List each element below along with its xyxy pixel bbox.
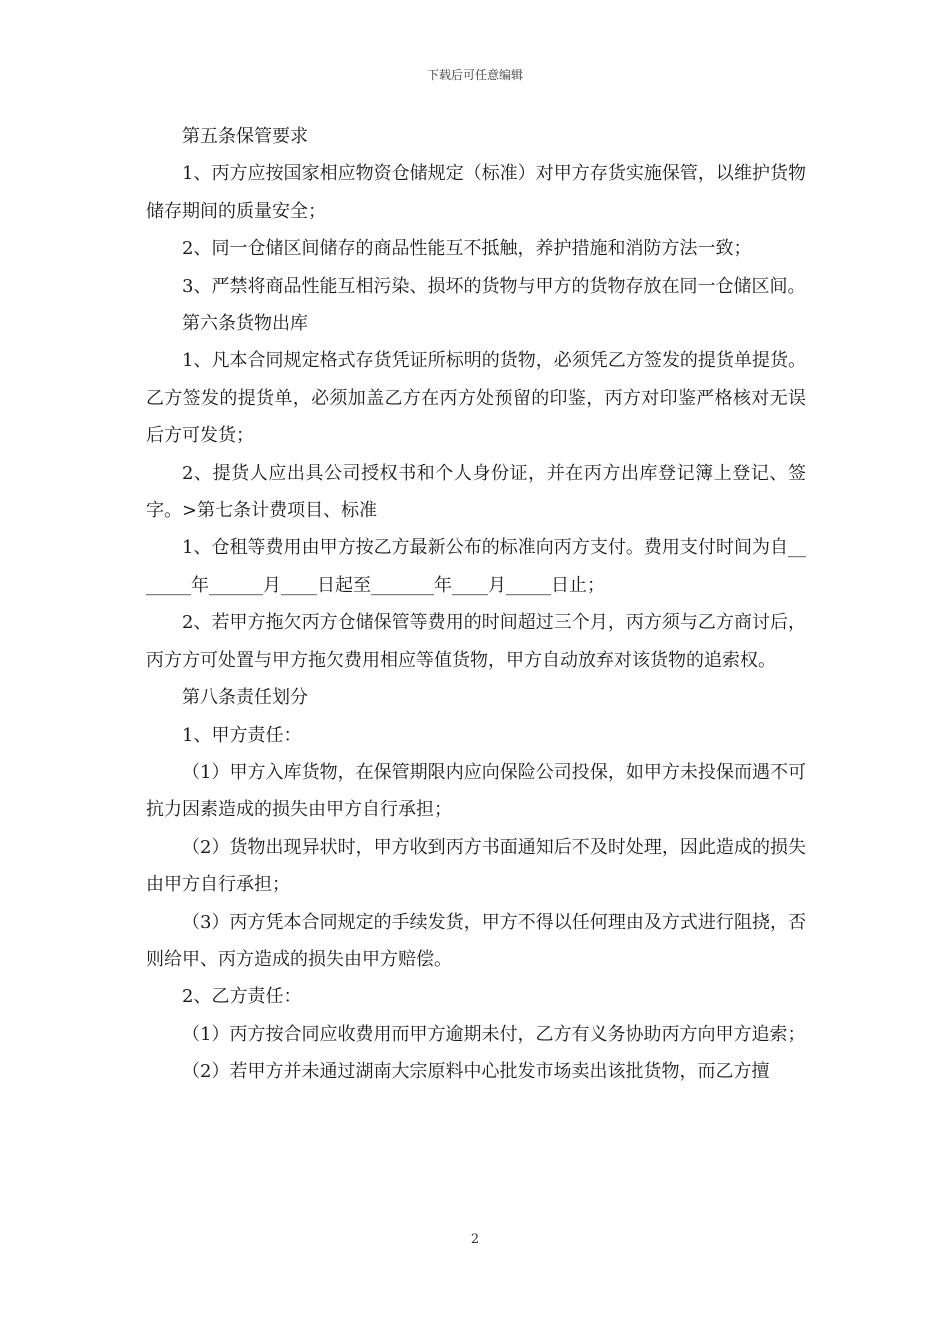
paragraph: 1、仓租等费用由甲方按乙方最新公布的标准向丙方支付。费用支付时间为自_______年______月____日起至_______年____月_____日止； <box>146 537 806 596</box>
paragraph: （1）甲方入库货物，在保管期限内应向保险公司投保，如甲方未投保而遇不可抗力因素造成的损失由甲方自行承担； <box>146 761 806 821</box>
section-heading-5: 第五条保管要求 <box>182 126 308 147</box>
paragraph: 2、提货人应出具公司授权书和个人身份证，并在丙方出库登记簿上登记、签字。>第七条计费项目、标准 <box>146 462 806 522</box>
paragraph: 1、丙方应按国家相应物资仓储规定（标准）对甲方存货实施保管，以维护货物储存期间的质量安全； <box>146 163 806 222</box>
paragraph: （2）若甲方并未通过湖南大宗原料中心批发市场卖出该批货物，而乙方擅 <box>182 1061 770 1083</box>
section-heading-8: 第八条责任划分 <box>182 687 308 709</box>
paragraph: 2、同一仓储区间储存的商品性能互不抵触，养护措施和消防方法一致； <box>182 238 752 260</box>
paragraph: 3、严禁将商品性能互相污染、损坏的货物与甲方的货物存放在同一仓储区间。 <box>182 275 806 297</box>
paragraph: 2、若甲方拖欠丙方仓储保管等费用的时间超过三个月，丙方须与乙方商讨后，丙方方可处置与甲方拖欠费用相应等值货物，甲方自动放弃对该货物的追索权。 <box>146 612 806 671</box>
paragraph: （1）丙方按合同应收费用而甲方逾期未付，乙方有义务协助丙方向甲方追索； <box>182 1023 806 1045</box>
subheading-party-b: 2、乙方责任： <box>182 986 302 1008</box>
section-heading-6: 第六条货物出库 <box>182 313 308 335</box>
paragraph: （2）货物出现异状时，甲方收到丙方书面通知后不及时处理，因此造成的损失由甲方自行承担； <box>146 836 806 896</box>
page-number: 2 <box>470 1232 480 1247</box>
subheading-party-a: 1、甲方责任： <box>182 724 302 746</box>
document-body <box>146 118 806 1091</box>
paragraph: 1、凡本合同规定格式存货凭证所标明的货物，必须凭乙方签发的提货单提货。乙方签发的提货单，必须加盖乙方在丙方处预留的印鉴，丙方对印鉴严格核对无误后方可发货； <box>146 350 806 447</box>
paragraph: （3）丙方凭本合同规定的手续发货，甲方不得以任何理由及方式进行阻挠，否则给甲、丙方造成的损失由甲方赔偿。 <box>146 911 806 970</box>
page-header-note: 下载后可任意编辑 <box>426 68 523 82</box>
